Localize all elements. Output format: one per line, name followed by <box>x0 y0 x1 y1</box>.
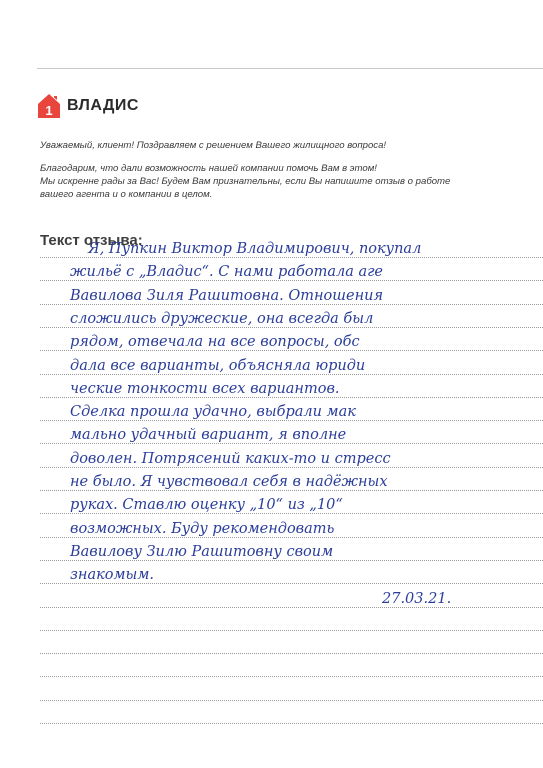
svg-text:1: 1 <box>45 103 53 118</box>
review-date: 27.03.21. <box>382 590 452 607</box>
review-line: Сделка прошла удачно, выбрали мак <box>70 404 356 421</box>
ruled-line <box>40 607 543 608</box>
ruled-line <box>40 630 543 631</box>
thanks-line: Благодарим, что дали возможность нашей компании помочь Вам в этом! <box>40 163 377 174</box>
review-line: знакомым. <box>70 567 154 584</box>
review-line: ческие тонкости всех вариантов. <box>70 380 340 397</box>
review-line: доволен. Потрясений каких-то и стресс <box>70 450 391 467</box>
review-line: не было. Я чувствовал себя в надёжных <box>70 474 388 490</box>
review-line: дала все варианты, объясняла юриди <box>70 357 366 374</box>
ruled-line <box>40 700 543 701</box>
brand-name: ВЛАДИС <box>67 97 139 114</box>
review-line: мально удачный вариант, я вполне <box>70 427 347 444</box>
review-line: рядом, отвечала на все вопросы, обс <box>70 334 360 351</box>
review-line: сложились дружеские, она всегда был <box>70 310 374 327</box>
request-line: Мы искренне рады за Вас! Будем Вам признательны, если Вы напишите отзыв о работе <box>40 176 451 187</box>
review-line: жильё с „Владис“. С нами работала аге <box>70 264 384 281</box>
review-line: Вавилова Зиля Рашитовна. Отношения <box>70 287 384 304</box>
ruled-line <box>40 676 543 677</box>
ruled-line <box>40 723 543 724</box>
review-line: возможных. Буду рекомендовать <box>70 520 335 537</box>
review-line: руках. Ставлю оценку „10“ из „10“ <box>70 497 343 514</box>
ruled-line <box>40 653 543 654</box>
review-line: Вавилову Зилю Рашитовну своим <box>70 543 334 560</box>
review-line: Я, Пупкин Виктор Владимирович, покупал <box>88 241 422 257</box>
greeting-line: Уважаемый, клиент! Поздравляем с решением Вашего жилищного вопроса! <box>40 140 387 151</box>
request-line-cont: вашего агента и о компании в целом. <box>40 189 213 200</box>
review-title: Текст отзыва: <box>40 232 143 249</box>
